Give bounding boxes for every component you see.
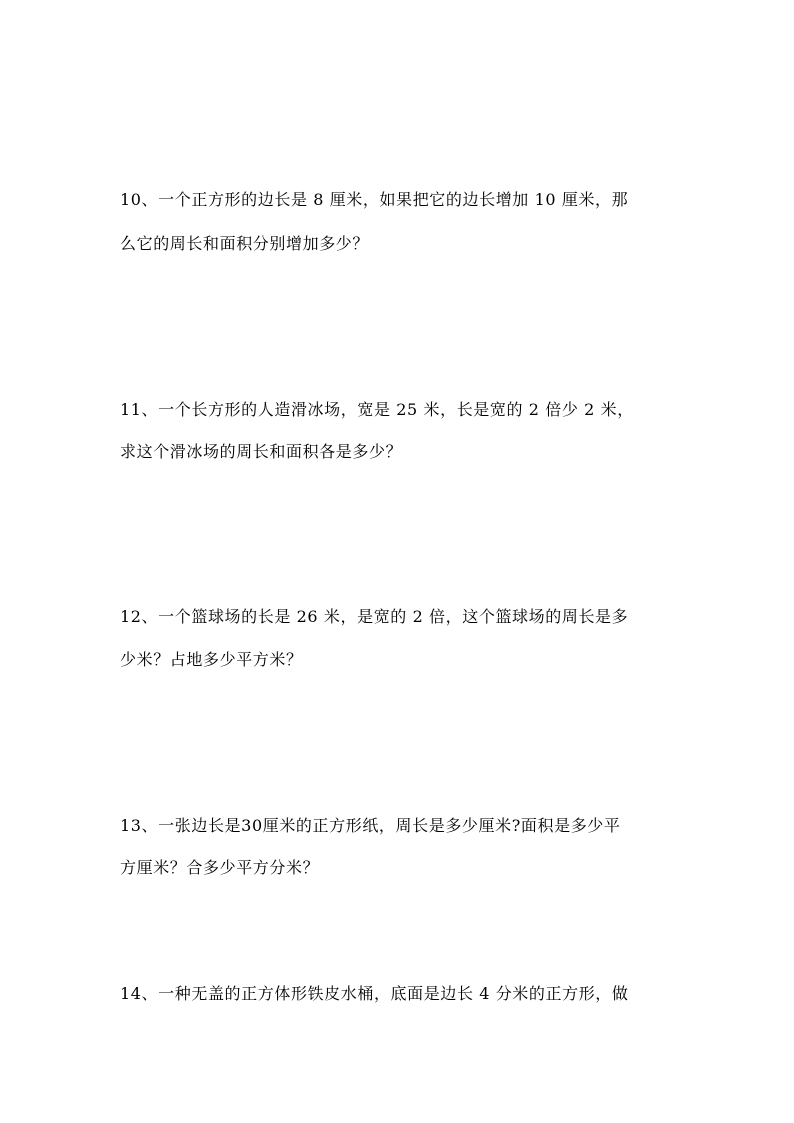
- question-10-line-1: 10、一个正方形的边长是 8 厘米，如果把它的边长增加 10 厘米，那: [120, 190, 629, 209]
- question-14-line-1: 14、一种无盖的正方体形铁皮水桶，底面是边长 4 分米的正方形，做: [120, 984, 629, 1003]
- question-11-line-2: 求这个滑冰场的周长和面积各是多少？: [120, 442, 403, 461]
- question-10-line-2: 么它的周长和面积分别增加多少？: [120, 234, 370, 253]
- question-13-line-2: 方厘米？合多少平方分米？: [120, 858, 320, 877]
- question-13-line-1: 13、一张边长是30厘米的正方形纸，周长是多少厘米?面积是多少平: [120, 816, 621, 835]
- question-11-line-1: 11、一个长方形的人造滑冰场，宽是 25 米，长是宽的 2 倍少 2 米，: [120, 400, 634, 419]
- question-12-line-2: 少米？占地多少平方米？: [120, 650, 303, 669]
- question-12-line-1: 12、一个篮球场的长是 26 米，是宽的 2 倍，这个篮球场的周长是多: [120, 607, 629, 626]
